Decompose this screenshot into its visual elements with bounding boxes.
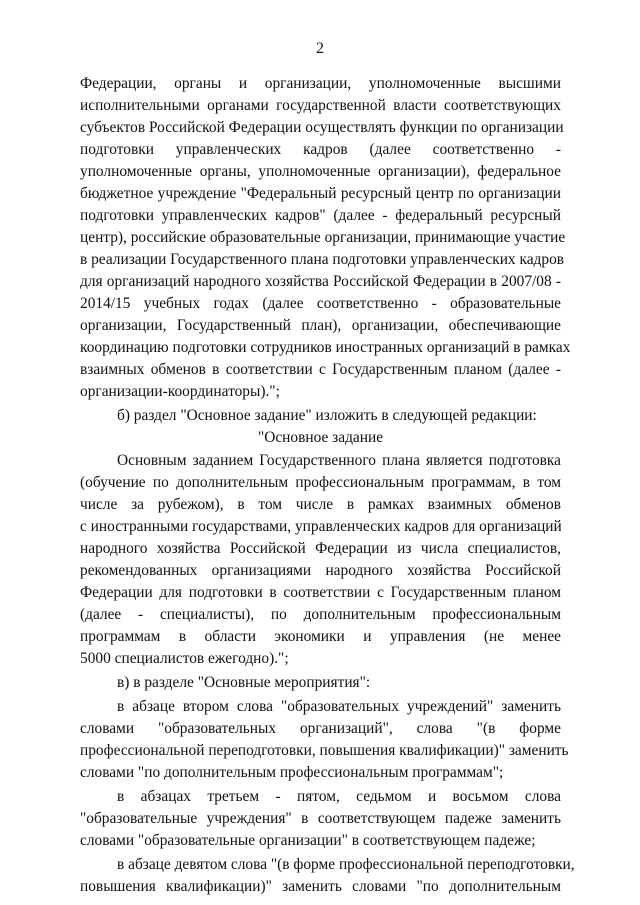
text-line: в абзаце втором слова "образовательных учреждений" заменить xyxy=(117,698,561,715)
text-line: подготовки управленческих кадров (далее соответственно - xyxy=(80,141,561,158)
text-line: центр), российские образовательные организации, принимающие участие xyxy=(80,229,566,246)
text-line: народного хозяйства Российской Федерации из числа специалистов, xyxy=(80,540,561,557)
text-line: подготовки управленческих кадров" (далее - федеральный ресурсный xyxy=(80,207,561,224)
text-line: взаимных обменов в соответствии с Государственным планом (далее - xyxy=(80,361,561,378)
text-line: в) в разделе "Основные мероприятия": xyxy=(117,674,371,691)
text-line: Федерации, органы и организации, уполномоченные высшими xyxy=(80,75,561,92)
text-line: словами "образовательных организаций", слова "(в форме xyxy=(80,720,561,737)
text-line: исполнительными органами государственной власти соответствующих xyxy=(80,97,561,114)
text-line: бюджетное учреждение "Федеральный ресурсный центр по организации xyxy=(80,185,561,202)
text-line: 2014/15 учебных годах (далее соответственно - образовательные xyxy=(80,295,561,312)
text-line: программам в области экономики и управления (не менее xyxy=(80,628,561,645)
text-line: в реализации Государственного плана подготовки управленческих кадров xyxy=(80,251,565,268)
text-line: (далее - специалисты), по дополнительным профессиональным xyxy=(80,606,561,623)
text-line: координацию подготовки сотрудников иностранных организаций в рамках xyxy=(80,339,571,356)
text-line: уполномоченные органы, уполномоченные организации), федеральное xyxy=(80,163,561,180)
text-line: в абзацах третьем - пятом, седьмом и восьмом слова xyxy=(117,788,561,805)
text-line: 5000 специалистов ежегодно)."; xyxy=(80,650,289,667)
text-line: субъектов Российской Федерации осуществлять функции по организации xyxy=(80,119,564,136)
text-line: "образовательные учреждения" в соответствующем падеже заменить xyxy=(80,810,561,827)
text-line: организации-координаторы)."; xyxy=(80,383,280,400)
text-line: б) раздел "Основное задание" изложить в следующей редакции: xyxy=(117,407,537,424)
text-line: профессиональной переподготовки, повышения квалификации)" заменить xyxy=(80,742,569,759)
text-line: числе за рубежом), в том числе в рамках взаимных обменов xyxy=(80,496,561,513)
text-line: Основным заданием Государственного плана является подготовка xyxy=(117,452,561,469)
text-line: рекомендованных организациями народного хозяйства Российской xyxy=(80,562,561,579)
text-line: с иностранными государствами, управленческих кадров для организаций xyxy=(80,518,562,535)
text-line: для организаций народного хозяйства Российской Федерации в 2007/08 - xyxy=(80,273,561,290)
text-line: повышения квалификации)" заменить словами "по дополнительным xyxy=(80,878,561,895)
text-line: в абзаце девятом слова "(в форме профессиональной переподготовки, xyxy=(117,856,575,873)
text-line: словами "образовательные организации" в соответствующем падеже; xyxy=(80,832,536,849)
text-line: словами "по дополнительным профессиональным программам"; xyxy=(80,764,504,781)
page-number: 2 xyxy=(316,40,324,57)
section-heading: "Основное задание xyxy=(257,429,384,446)
text-line: Федерации для подготовки в соответствии с Государственным планом xyxy=(80,584,561,601)
text-line: (обучение по дополнительным профессиональным программам, в том xyxy=(80,474,561,491)
text-line: организации, Государственный план), организации, обеспечивающие xyxy=(80,317,561,334)
